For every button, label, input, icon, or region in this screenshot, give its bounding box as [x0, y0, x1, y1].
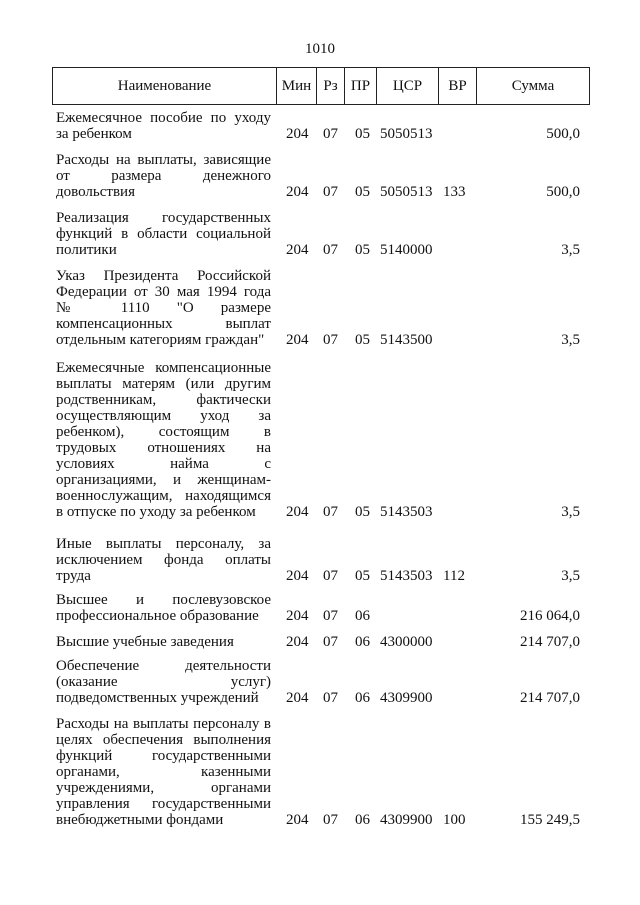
cell-pr: 06 [355, 608, 370, 624]
cell-sum: 155 249,5 [520, 812, 580, 828]
header-sum: Сумма [511, 78, 555, 94]
row-name-line: родственникам, фактически [56, 392, 271, 408]
cell-pr: 05 [355, 184, 370, 200]
cell-sum: 214 707,0 [520, 634, 580, 650]
header-pr: ПР [345, 68, 377, 104]
page-number: 1010 [305, 41, 335, 57]
row-name-line: политики [56, 242, 117, 258]
cell-rz: 07 [323, 184, 338, 200]
cell-rz: 07 [323, 332, 338, 348]
row-name [56, 268, 271, 348]
row-name-line: целях обеспечения выполнения [56, 732, 271, 748]
cell-min: 204 [286, 184, 309, 200]
row-name [56, 210, 271, 258]
cell-min: 204 [286, 332, 309, 348]
cell-min: 204 [286, 812, 309, 828]
row-name-line: подведомственных учреждений [56, 690, 259, 706]
row-name [56, 716, 271, 828]
table-header [52, 67, 590, 105]
row-name-line: трудовых отношениях на [56, 440, 271, 456]
row-name-line: выплаты матерям (или другим [56, 376, 271, 392]
row-name [56, 360, 271, 520]
row-name-line: Расходы на выплаты персоналу в [56, 716, 271, 732]
cell-csr: 4309900 [380, 690, 433, 706]
cell-pr: 06 [355, 812, 370, 828]
cell-sum: 3,5 [561, 242, 580, 258]
cell-min: 204 [286, 242, 309, 258]
cell-sum: 500,0 [546, 184, 580, 200]
row-name [56, 536, 271, 584]
cell-csr: 5143500 [380, 332, 433, 348]
row-name-line: органами, казенными [56, 764, 271, 780]
cell-csr: 5050513 [380, 126, 433, 142]
cell-min: 204 [286, 568, 309, 584]
cell-pr: 05 [355, 126, 370, 142]
row-name-line: Ежемесячные компенсационные [56, 360, 271, 376]
cell-min: 204 [286, 690, 309, 706]
row-name [56, 152, 271, 200]
row-name [56, 592, 271, 624]
row-name-line: внебюджетными фондами [56, 812, 224, 828]
row-name-line: довольствия [56, 184, 135, 200]
row-name-line: Ежемесячное пособие по уходу [56, 110, 271, 126]
cell-sum: 500,0 [546, 126, 580, 142]
cell-pr: 05 [355, 332, 370, 348]
row-name-line: № 1110 "О размере [56, 300, 271, 316]
cell-sum: 3,5 [561, 504, 580, 520]
cell-csr: 5050513 [380, 184, 433, 200]
row-name-line: Расходы на выплаты, зависящие [56, 152, 271, 168]
cell-vr: 100 [443, 812, 466, 828]
header-csr: ЦСР [377, 68, 439, 104]
cell-rz: 07 [323, 608, 338, 624]
cell-rz: 07 [323, 504, 338, 520]
cell-rz: 07 [323, 634, 338, 650]
cell-vr: 112 [443, 568, 465, 584]
row-name-line: от размера денежного [56, 168, 271, 184]
row-name-line: организациями, и женщинам- [56, 472, 271, 488]
row-name-line: функций государственными [56, 748, 271, 764]
row-name-line: Указ Президента Российской [56, 268, 271, 284]
cell-sum: 3,5 [561, 568, 580, 584]
cell-pr: 05 [355, 568, 370, 584]
row-name-line: за ребенком [56, 126, 132, 142]
row-name-line: осуществляющим уход за [56, 408, 271, 424]
row-name-line: условиях найма с [56, 456, 271, 472]
cell-min: 204 [286, 126, 309, 142]
cell-csr: 4300000 [380, 634, 433, 650]
row-name-line: Реализация государственных [56, 210, 271, 226]
cell-pr: 05 [355, 504, 370, 520]
row-name-line: военнослужащим, находящимся [56, 488, 271, 504]
cell-sum: 216 064,0 [520, 608, 580, 624]
cell-sum: 3,5 [561, 332, 580, 348]
row-name [56, 110, 271, 142]
cell-csr: 5143503 [380, 504, 433, 520]
row-name-line: функций в области социальной [56, 226, 271, 242]
row-name [56, 634, 271, 650]
cell-rz: 07 [323, 690, 338, 706]
cell-csr: 5143503 [380, 568, 433, 584]
cell-pr: 06 [355, 690, 370, 706]
row-name-line: отдельным категориям граждан" [56, 332, 265, 348]
header-vr: ВР [439, 68, 477, 104]
cell-csr: 4309900 [380, 812, 433, 828]
row-name-line: профессиональное образование [56, 608, 259, 624]
cell-sum: 214 707,0 [520, 690, 580, 706]
cell-min: 204 [286, 608, 309, 624]
row-name-line: Высшие учебные заведения [56, 634, 234, 650]
header-name: Наименование [53, 68, 277, 104]
cell-rz: 07 [323, 126, 338, 142]
cell-rz: 07 [323, 242, 338, 258]
row-name-line: исключением фонда оплаты [56, 552, 271, 568]
cell-rz: 07 [323, 568, 338, 584]
row-name-line: Обеспечение деятельности [56, 658, 271, 674]
cell-min: 204 [286, 634, 309, 650]
row-name-line: управления государственными [56, 796, 271, 812]
row-name-line: учреждениями, органами [56, 780, 271, 796]
row-name-line: Иные выплаты персоналу, за [56, 536, 271, 552]
row-name-line: компенсационных выплат [56, 316, 271, 332]
cell-vr: 133 [443, 184, 466, 200]
cell-min: 204 [286, 504, 309, 520]
row-name-line: (оказание услуг) [56, 674, 271, 690]
row-name-line: Федерации от 30 мая 1994 года [56, 284, 271, 300]
cell-rz: 07 [323, 812, 338, 828]
cell-pr: 06 [355, 634, 370, 650]
cell-pr: 05 [355, 242, 370, 258]
row-name [56, 658, 271, 706]
header-min: Мин [277, 68, 317, 104]
header-rz: Рз [317, 68, 345, 104]
row-name-line: труда [56, 568, 91, 584]
row-name-line: в отпуске по уходу за ребенком [56, 504, 256, 520]
row-name-line: ребенком), состоящим в [56, 424, 271, 440]
row-name-line: Высшее и послевузовское [56, 592, 271, 608]
cell-csr: 5140000 [380, 242, 433, 258]
